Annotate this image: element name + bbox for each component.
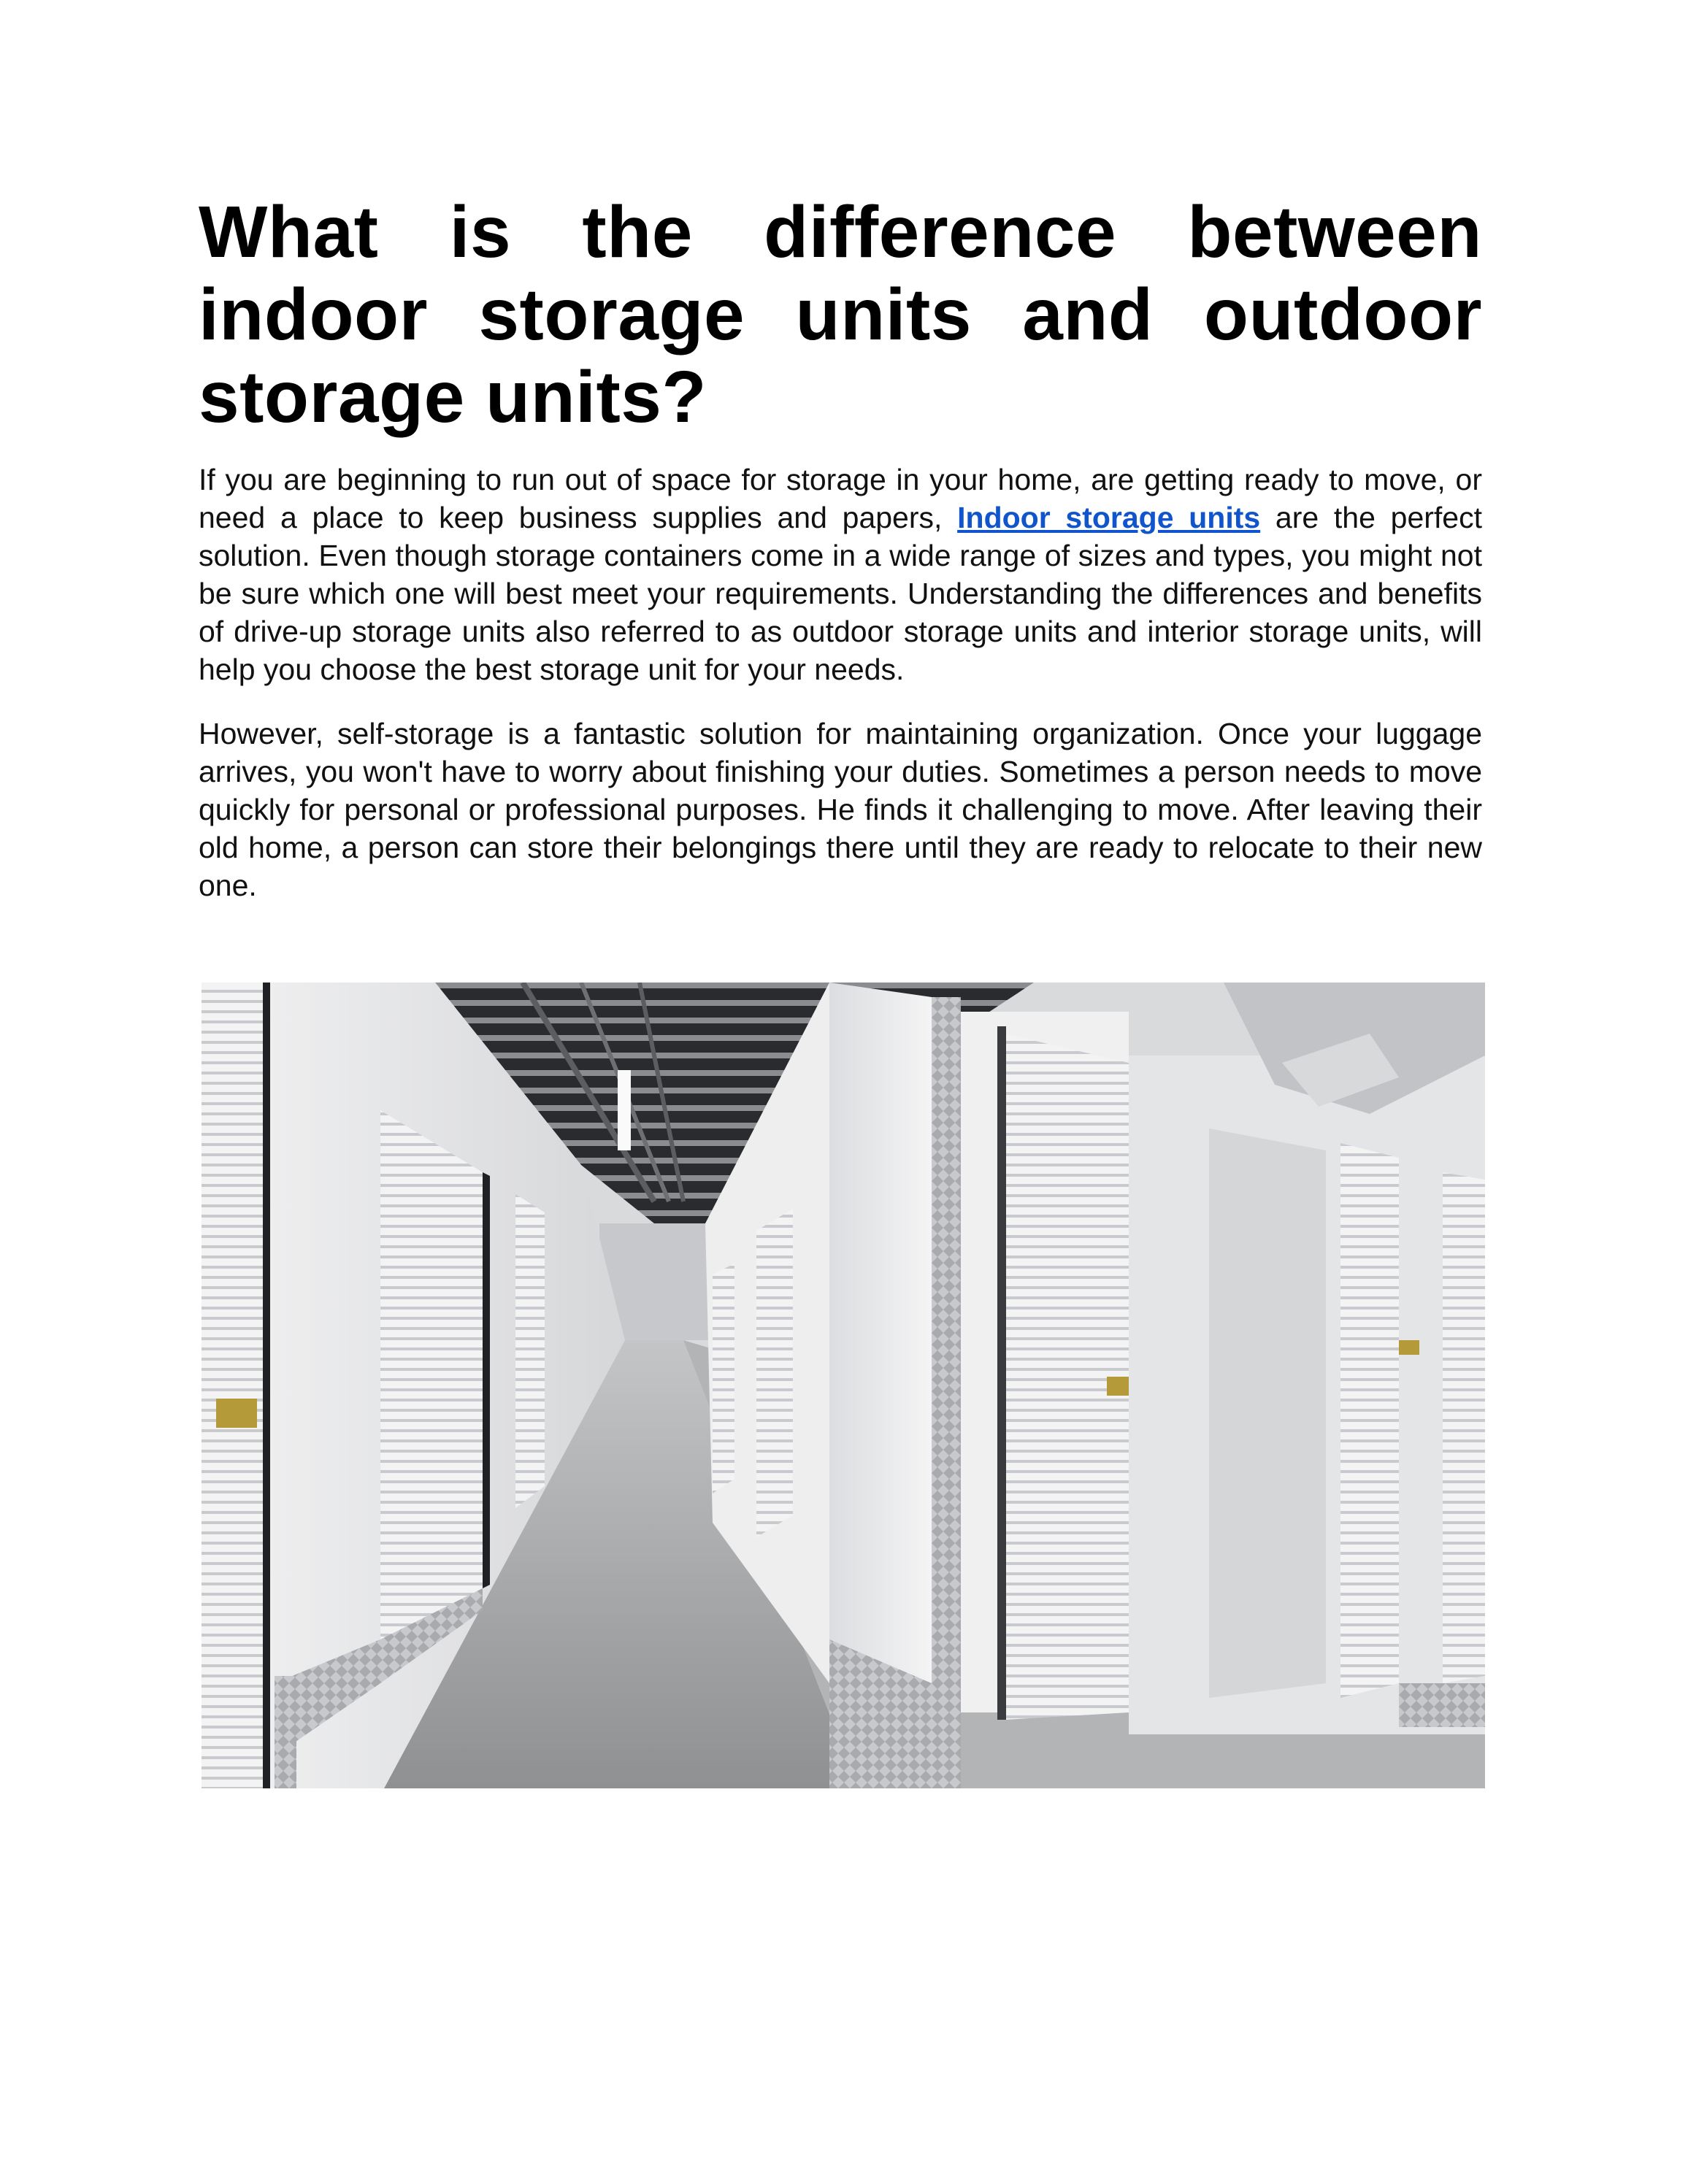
article-title: What is the difference between indoor storage units and outdoor storage units?	[199, 191, 1482, 438]
storage-hallway-photo	[202, 983, 1485, 1788]
article-body	[199, 191, 1482, 904]
self-storage-paragraph: However, self-storage is a fantastic solution for maintaining organization. Once your luggage arrives, you won't have to worry about finishing your duties. Sometimes a person needs to move quickly for personal or professional purposes. He finds it challenging to move. After leaving their old home, a person can store their belongings there until they are ready to relocate to their new one.	[199, 717, 1482, 902]
indoor-storage-units-link[interactable]: Indoor storage units	[957, 501, 1261, 534]
intro-paragraph	[199, 461, 1482, 688]
left-door-lock-icon	[216, 1399, 257, 1428]
intro-text-before-link: If you are beginning to run out of space for storage in your home, are getting ready to move, or need a place to keep business supplies and papers,	[199, 463, 1482, 534]
intro-text-after-link: are the perfect solution. Even though storage containers come in a wide range of sizes and types, you might not be sure which one will best meet your requirements. Understanding the differences and benefits of drive-up storage units also referred to as outdoor storage units and interior storage units, will help you choose the best storage unit for your needs.	[199, 501, 1482, 686]
